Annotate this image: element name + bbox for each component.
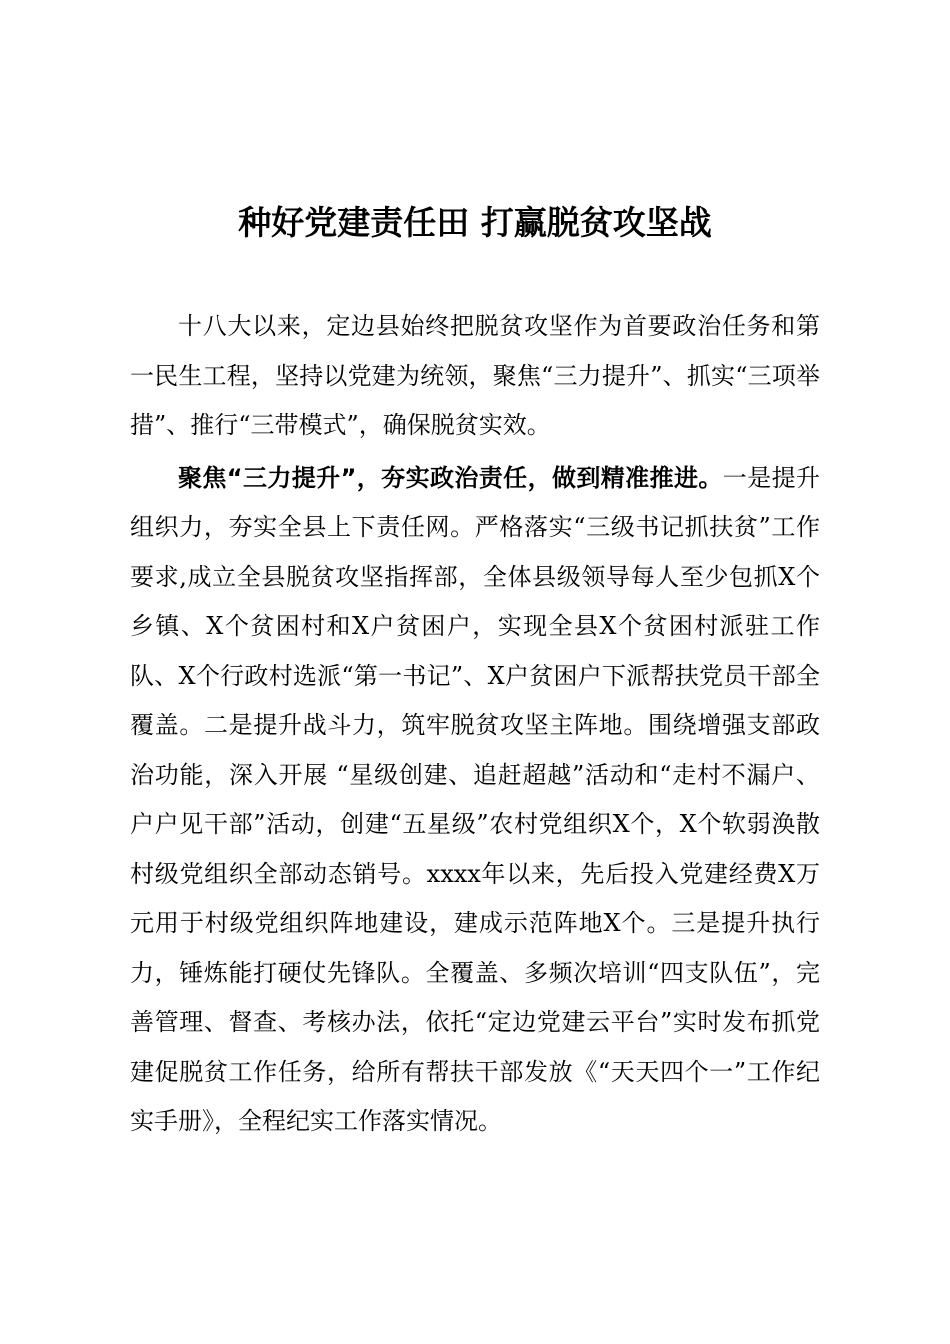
document-body (130, 302, 820, 1147)
paragraph-intro (130, 302, 820, 451)
document-title: 种好党建责任田 打赢脱贫攻坚战 (238, 203, 712, 242)
paragraph-three-forces-text: 一是提升组织力，夯实全县上下责任网。严格落实“三级书记抓扶贫”工作要求,成立全县脱贫攻坚指挥部，全体县级领导每人至少包抓X个乡镇、X个贫困村和X户贫困户，实现全县X个贫困村派驻工作队、X个行政村选派“第一书记”、X户贫困户下派帮扶党员干部全覆盖。二是提升战斗力，筑牢脱贫攻坚主阵地。围绕增强支部政治功能，深入开展 “星级创建、追赶超越”活动和“走村不漏户、户户见干部”活动，创建“五星级”农村党组织X个，X个软弱涣散村级党组织全部动态销号。xxxx年以来，先后投入党建经费X万元用于村级党组织阵地建设，建成示范阵地X个。三是提升执行力，锤炼能打硬仗先锋队。全覆盖、多频次培训“四支队伍”，完善管理、督查、考核办法，依托“定边党建云平台”实时发布抓党建促脱贫工作任务，给所有帮扶干部发放《“天天四个一”工作纪实手册》，全程纪实工作落实情况。 (130, 463, 821, 1135)
paragraph-intro-text: 十八大以来，定边县始终把脱贫攻坚作为首要政治任务和第一民生工程，坚持以党建为统领，聚焦“三力提升”、抓实“三项举措”、推行“三带模式”，确保脱贫实效。 (130, 312, 820, 439)
paragraph-lead-heading: 聚焦“三力提升”，夯实政治责任，做到精准推进。 (178, 463, 723, 492)
paragraph-three-forces (130, 454, 820, 1147)
